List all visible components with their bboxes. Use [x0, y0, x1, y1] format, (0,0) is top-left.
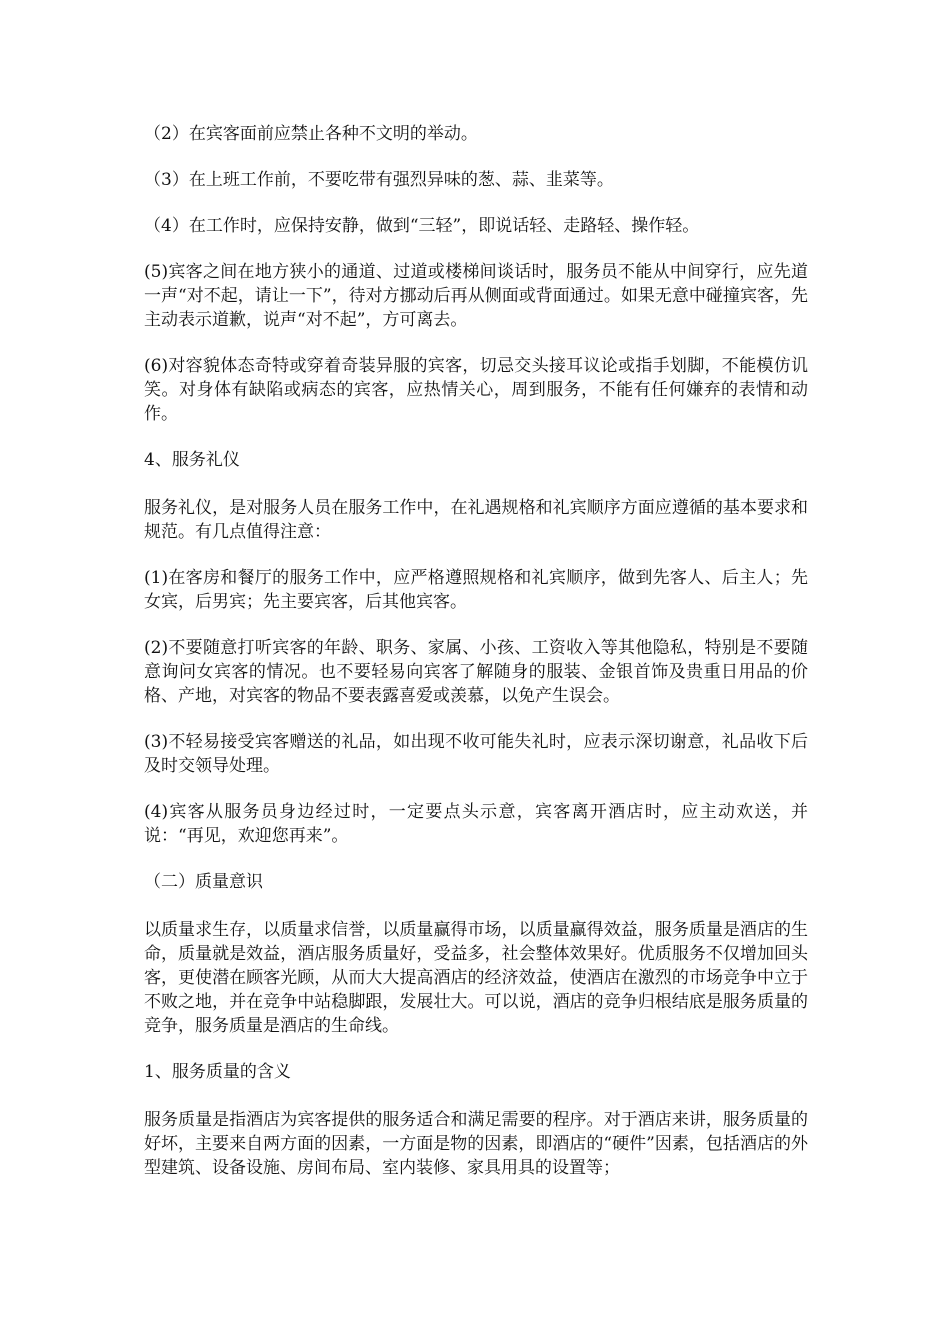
- paragraph-rule-5: (5)宾客之间在地方狭小的通道、过道或楼梯间谈话时，服务员不能从中间穿行，应先道一声“对不起，请让一下”，待对方挪动后再从侧面或背面通过。如果无意中碰撞宾客，先主动表示道歉，说声“对不起”，方可离去。: [144, 262, 808, 330]
- paragraph-etiquette-2: (2)不要随意打听宾客的年龄、职务、家属、小孩、工资收入等其他隐私，特别是不要随意询问女宾客的情况。也不要轻易向宾客了解随身的服装、金银首饰及贵重日用品的价格、产地，对宾客的物品不要表露喜爱或羡慕，以免产生误会。: [144, 638, 808, 706]
- paragraph-etiquette-1: (1)在客房和餐厅的服务工作中，应严格遵照规格和礼宾顺序，做到先客人、后主人；先女宾，后男宾；先主要宾客，后其他宾客。: [144, 568, 808, 612]
- section-heading-quality-awareness: （二）质量意识: [144, 872, 263, 892]
- document-body: [144, 122, 808, 1202]
- section-heading-service-etiquette: 4、服务礼仪: [144, 450, 240, 470]
- paragraph-etiquette-3: (3)不轻易接受宾客赠送的礼品，如出现不收可能失礼时，应表示深切谢意，礼品收下后及时交领导处理。: [144, 732, 808, 776]
- paragraph-rule-4: （4）在工作时，应保持安静，做到“三轻”，即说话轻、走路轻、操作轻。: [144, 216, 700, 236]
- paragraph-rule-6: (6)对容貌体态奇特或穿着奇装异服的宾客，切忌交头接耳议论或指手划脚，不能模仿讥笑。对身体有缺陷或病态的宾客，应热情关心，周到服务，不能有任何嫌弃的表情和动作。: [144, 356, 808, 424]
- paragraph-rule-3: （3）在上班工作前，不要吃带有强烈异味的葱、蒜、韭菜等。: [144, 170, 614, 190]
- paragraph-service-etiquette-intro: 服务礼仪，是对服务人员在服务工作中，在礼遇规格和礼宾顺序方面应遵循的基本要求和规范。有几点值得注意：: [144, 498, 808, 542]
- paragraph-quality-intro: 以质量求生存，以质量求信誉，以质量赢得市场，以质量赢得效益，服务质量是酒店的生命，质量就是效益，酒店服务质量好，受益多，社会整体效果好。优质服务不仅增加回头客，更使潜在顾客光顾，从而大大提高酒店的经济效益，使酒店在激烈的市场竞争中立于不败之地，并在竞争中站稳脚跟，发展壮大。可以说，酒店的竞争归根结底是服务质量的竞争，服务质量是酒店的生命线。: [144, 920, 808, 1036]
- paragraph-etiquette-4: (4)宾客从服务员身边经过时，一定要点头示意，宾客离开酒店时，应主动欢送，并说：“再见，欢迎您再来”。: [144, 802, 808, 846]
- paragraph-service-quality-definition: 服务质量是指酒店为宾客提供的服务适合和满足需要的程序。对于酒店来讲，服务质量的好坏，主要来自两方面的因素，一方面是物的因素，即酒店的“硬件”因素，包括酒店的外型建筑、设备设施、房间布局、室内装修、家具用具的设置等；: [144, 1110, 808, 1178]
- paragraph-rule-2: （2）在宾客面前应禁止各种不文明的举动。: [144, 124, 478, 144]
- section-heading-service-quality-meaning: 1、服务质量的含义: [144, 1062, 291, 1082]
